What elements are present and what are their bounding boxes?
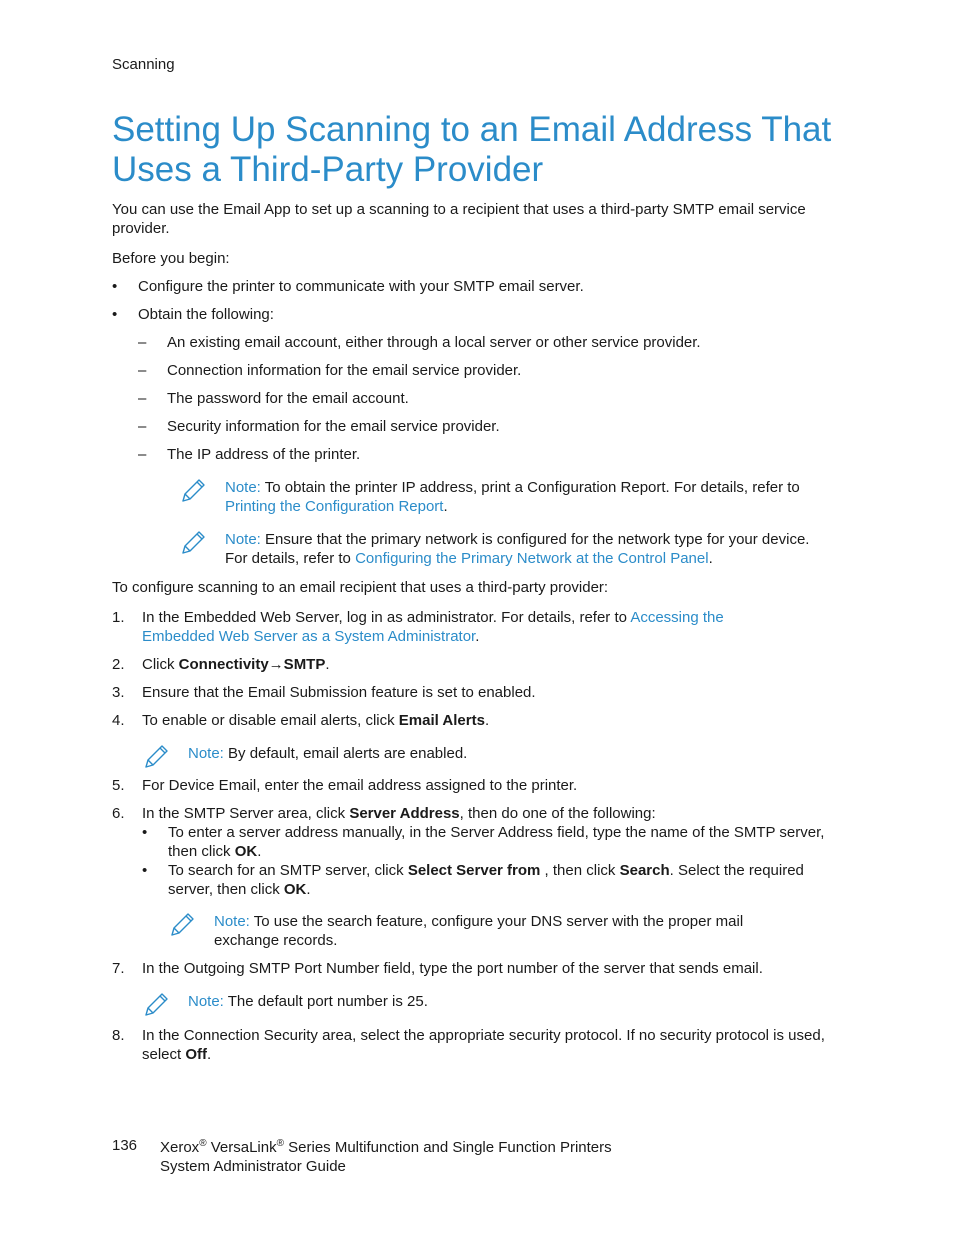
note-block [180,478,820,518]
bullet-marker: • [142,824,148,841]
pencil-icon [180,478,206,504]
pencil-icon [180,530,206,556]
note-text: Note: By default, email alerts are enabled. [188,745,468,762]
step-number: 7. [112,960,125,977]
link-configuring-primary-network[interactable]: Configuring the Primary Network at the Control Panel [355,550,709,567]
link-printing-configuration-report[interactable]: Printing the Configuration Report [225,498,444,515]
note-block [143,744,743,770]
note-text: Note: To obtain the printer IP address, print a Configuration Report. For details, refer to Printing the Configuration Report. [225,479,800,515]
step-number: 6. [112,805,125,822]
note-label: Note: [188,993,224,1010]
note-label: Note: [225,479,261,496]
bullet-marker: • [112,278,118,295]
pencil-icon [143,744,169,770]
step-number: 2. [112,656,125,673]
pencil-icon [143,992,169,1018]
dash-marker: – [138,418,147,435]
step-number: 5. [112,777,125,794]
bullet-marker: • [112,306,118,323]
dash-marker: – [138,446,147,463]
note-label: Note: [188,745,224,762]
step-number: 8. [112,1027,125,1044]
dash-marker: – [138,390,147,407]
bullet-marker: • [142,862,148,879]
note-text: Note: To use the search feature, configure your DNS server with the proper mail exchange records. [214,913,744,949]
note-text: Note: The default port number is 25. [188,993,428,1010]
note-text: Note: Ensure that the primary network is configured for the network type for your device. For details, refer to Configuring the Primary Network at the Control Panel. [225,531,810,567]
link-accessing-ews-admin[interactable]: Accessing the Embedded Web Server as a System Administrator [142,609,724,645]
configure-intro: To configure scanning to an email recipient that uses a third-party provider: [112,579,609,596]
note-label: Note: [225,531,261,548]
running-header: Scanning [112,56,175,73]
step-number: 1. [112,609,125,626]
page-number: 136 [112,1137,138,1154]
pencil-icon [169,912,195,938]
note-label: Note: [214,913,250,930]
title-line-2: Uses a Third-Party Provider [112,150,544,189]
title-line-1: Setting Up Scanning to an Email Address That [112,110,832,149]
note-block [169,912,809,952]
before-you-begin: Before you begin: [112,250,230,267]
dash-marker: – [138,334,147,351]
note-block [143,992,743,1018]
footer-text: Xerox® VersaLink® Series Multifunction and Single Function Printers System Administrator Guide [160,1138,612,1175]
page-title [112,110,872,190]
intro-paragraph: You can use the Email App to set up a scanning to a recipient that uses a third-party SMTP email service provider. [112,201,806,237]
note-block [180,530,830,570]
step-number: 3. [112,684,125,701]
dash-marker: – [138,362,147,379]
step-number: 4. [112,712,125,729]
